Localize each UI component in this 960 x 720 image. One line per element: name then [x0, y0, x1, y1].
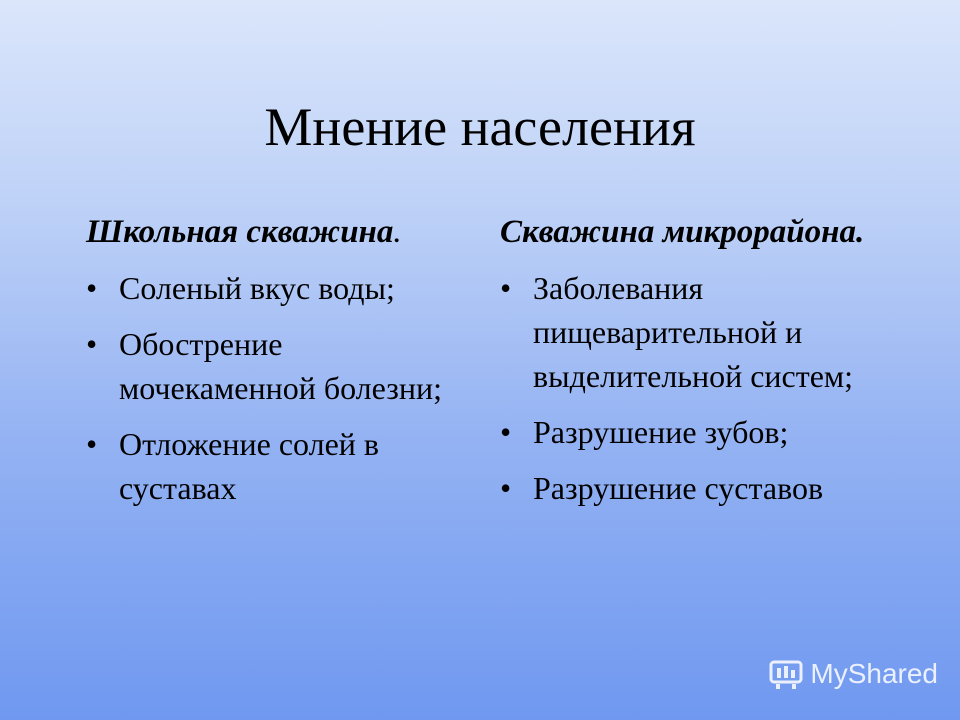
myshared-logo-icon: [768, 658, 804, 690]
bullet-icon: •: [86, 270, 98, 306]
bullet-icon: •: [86, 426, 98, 462]
bullet-icon: •: [500, 414, 512, 450]
left-bullet-list: [86, 266, 466, 510]
left-column: [86, 212, 466, 522]
list-item-text: Разрушение суставов: [533, 470, 824, 506]
list-item: [86, 322, 466, 410]
list-item: [500, 266, 930, 398]
bullet-icon: •: [86, 326, 98, 362]
list-item: [500, 466, 930, 510]
right-bullet-list: [500, 266, 930, 510]
right-heading-text: Скважина микрорайона.: [500, 214, 865, 250]
list-item-text: Заболевания пищеварительной и выделительной систем;: [533, 270, 854, 394]
watermark: [768, 658, 938, 690]
left-heading-suffix: .: [393, 214, 402, 250]
right-column-heading: [500, 212, 930, 252]
list-item: [86, 422, 466, 510]
watermark-text: MyShared: [810, 658, 938, 689]
list-item: [500, 410, 930, 454]
right-column: [500, 212, 930, 522]
left-column-heading: [86, 212, 466, 252]
list-item: [86, 266, 466, 310]
list-item-text: Соленый вкус воды;: [119, 270, 395, 306]
bullet-icon: •: [500, 470, 512, 506]
bullet-icon: •: [500, 270, 512, 306]
list-item-text: Обострение мочекаменной болезни;: [119, 326, 443, 406]
left-heading-text: Школьная скважина: [86, 214, 394, 250]
list-item-text: Отложение солей в суставах: [119, 426, 379, 506]
list-item-text: Разрушение зубов;: [533, 414, 789, 450]
slide-title: Мнение населения: [264, 97, 696, 157]
